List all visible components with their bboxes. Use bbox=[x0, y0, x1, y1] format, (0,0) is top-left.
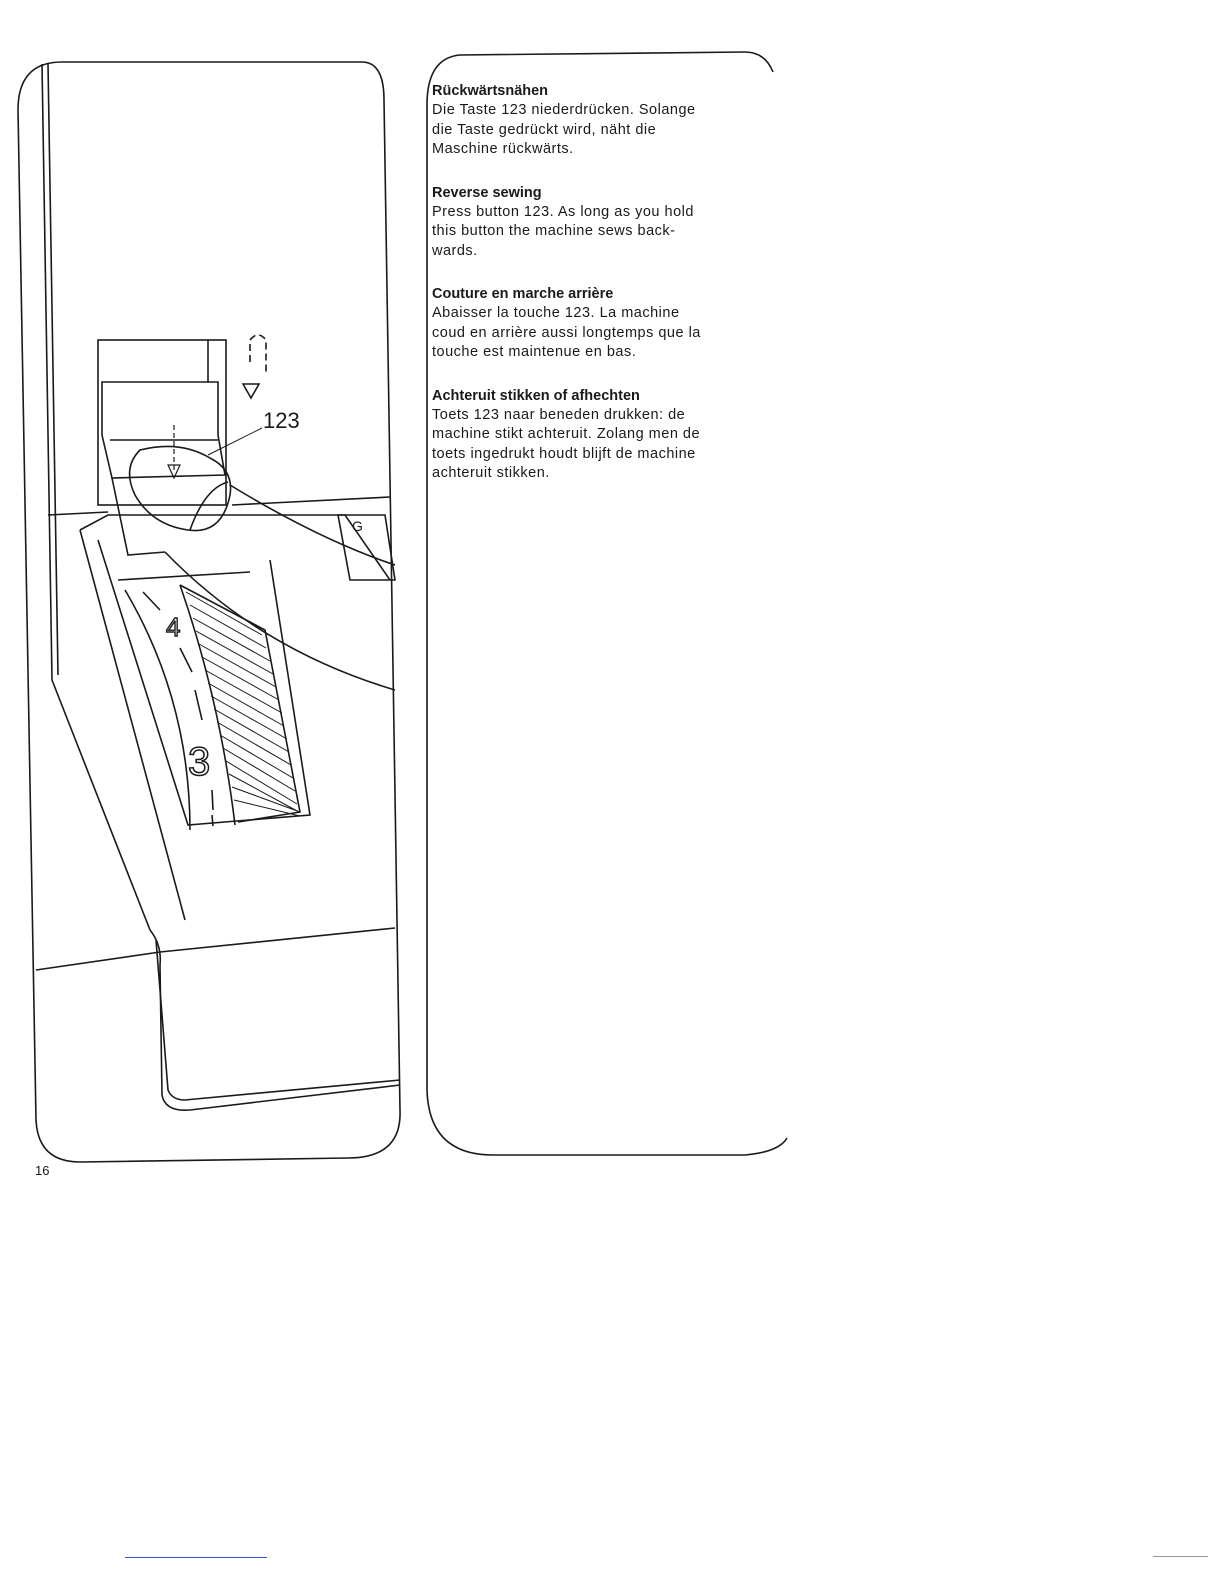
section-line: toets ingedrukt houdt blijft de machine bbox=[432, 445, 696, 462]
footer-rule bbox=[125, 1557, 267, 1558]
callout-label-123: 123 bbox=[263, 408, 300, 433]
section-line: Maschine rückwärts. bbox=[432, 141, 574, 157]
section-title: Couture en marche arrière bbox=[432, 286, 614, 302]
section-line: coud en arrière aussi longtemps que la bbox=[432, 324, 701, 341]
corner-rule bbox=[1153, 1556, 1208, 1557]
section-line: touche est maintenue en bas. bbox=[432, 344, 637, 360]
dial-number-4: 4 bbox=[166, 612, 181, 642]
section-line: this button the machine sews back- bbox=[432, 223, 676, 239]
reverse-button-illustration bbox=[0, 0, 420, 1200]
section-title: Reverse sewing bbox=[432, 184, 542, 201]
section-dutch bbox=[432, 387, 772, 484]
section-line: Press button 123. As long as you hold bbox=[432, 203, 694, 220]
section-line: wards. bbox=[432, 242, 478, 259]
page-number: 16 bbox=[35, 1163, 50, 1178]
section-line: achteruit stikken. bbox=[432, 465, 550, 481]
section-line: Toets 123 naar beneden drukken: de bbox=[432, 406, 686, 423]
instructions-text bbox=[432, 82, 772, 508]
section-german bbox=[432, 82, 772, 160]
section-line: machine stikt achteruit. Zolang men de bbox=[432, 426, 701, 442]
dial-number-3: 3 bbox=[188, 740, 211, 784]
illustration-frame bbox=[18, 62, 400, 1162]
section-line: Die Taste 123 niederdrücken. Solange bbox=[432, 102, 696, 118]
section-line: Abaisser la touche 123. La machine bbox=[432, 305, 680, 321]
section-english bbox=[432, 184, 772, 262]
section-french bbox=[432, 285, 772, 363]
section-title: Achteruit stikken of afhechten bbox=[432, 387, 640, 404]
dial-side-label: G bbox=[352, 518, 363, 534]
section-title: Rückwärtsnähen bbox=[432, 83, 549, 99]
section-line: die Taste gedrückt wird, näht die bbox=[432, 121, 657, 138]
